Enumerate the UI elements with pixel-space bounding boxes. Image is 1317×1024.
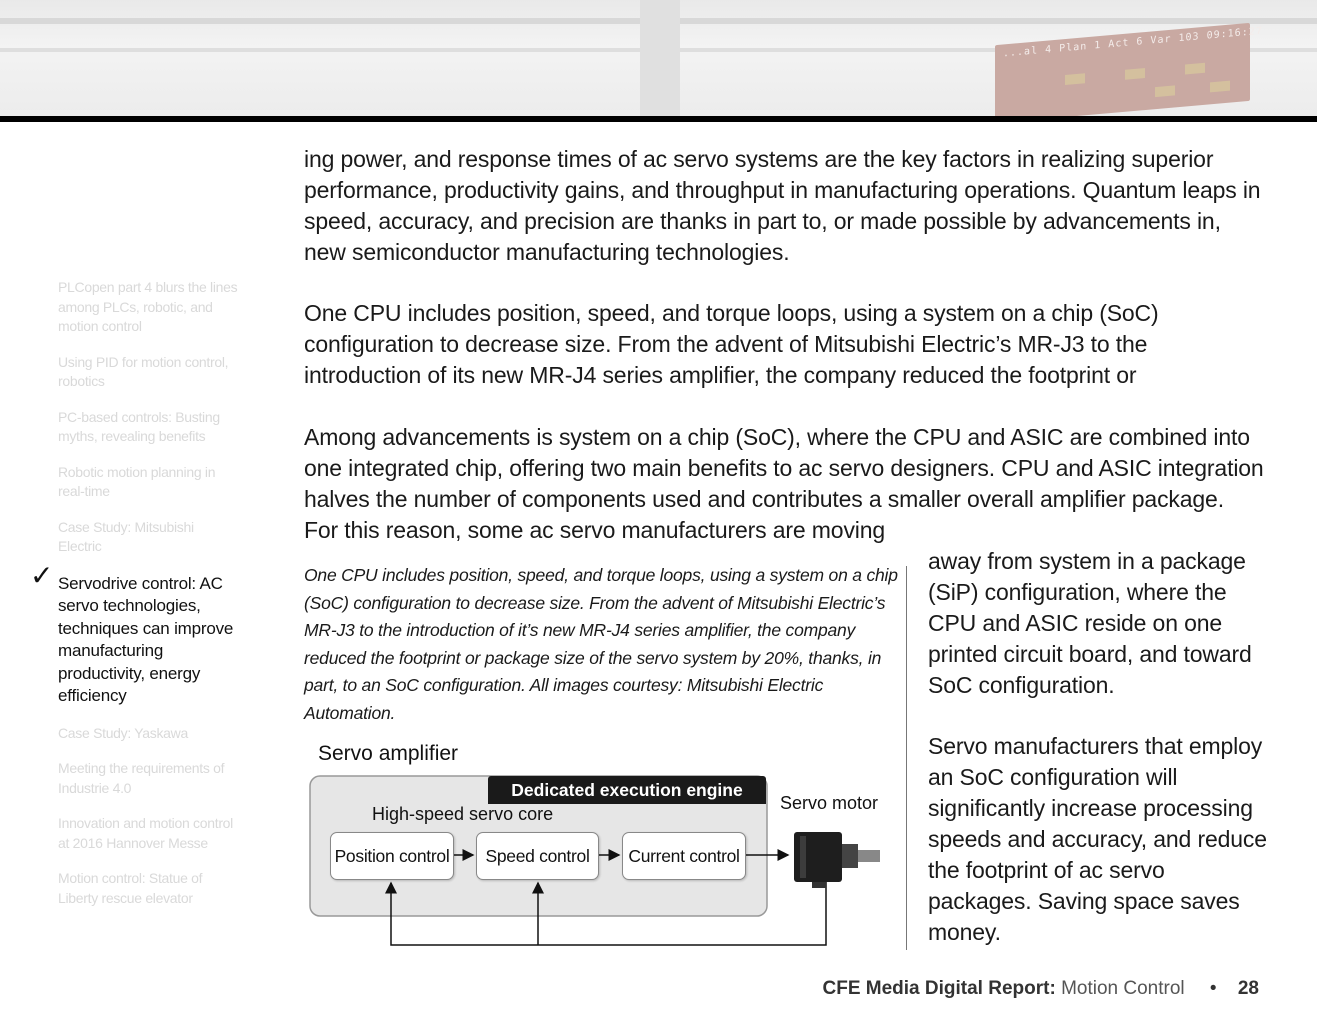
toc-item-robotic-motion[interactable]: Robotic motion planning in real-time [58, 463, 216, 499]
engine-label: Dedicated execution engine [488, 776, 766, 804]
toc-item-servodrive[interactable] [30, 558, 240, 708]
toc-item-label: Servodrive control: AC servo technologies, techniques can improve manufacturing productivity, energy efficiency [58, 573, 234, 705]
toc-item-statue-of-liberty[interactable]: Motion control: Statue of Liberty rescue elevator [58, 870, 203, 906]
servo-amplifier-diagram [308, 740, 888, 952]
article-paragraph: One CPU includes position, speed, and torque loops, using a system on a chip (SoC) configuration to decrease size. From the advent of Mitsubishi Electric’s MR-J3 to the introduction of its new MR-J4 series amplifier, the company reduced the footprint or [304, 300, 1159, 388]
speed-control-box: Speed control [476, 832, 599, 880]
article-paragraph-continued: away from system in a package (SiP) configuration, where the CPU and ASIC reside on one printed circuit board, and toward SoC configuration. [928, 548, 1252, 698]
current-control-box: Current control [622, 832, 746, 880]
article-paragraph: ing power, and response times of ac servo systems are the key factors in realizing superior performance, productivity gains, and throughput in manufacturing operations. Quantum leaps in speed, accuracy, and precision are thanks in part to, or made possible by advancements in, new semiconductor manufacturing technologies. [304, 146, 1261, 265]
sign-cell [1185, 63, 1205, 75]
toc-item-industrie[interactable]: Meeting the requirements of Industrie 4.0 [58, 760, 225, 796]
toc-item-hannover[interactable]: Innovation and motion control at 2016 Hannover Messe [58, 815, 233, 851]
column-divider [906, 566, 907, 950]
toc-item-pc-based[interactable]: PC-based controls: Busting myths, revealing benefits [58, 408, 220, 444]
sign-text: ...al 4 Plan 1 Act 6 Var 103 09:16:27 [1003, 25, 1263, 60]
footer-brand: CFE Media Digital Report: [822, 978, 1056, 999]
article-paragraph: Among advancements is system on a chip (SoC), where the CPU and ASIC are combined into one integrated chip, offering two main benefits to ac servo designers. CPU and ASIC integration halves the number of components used and contributes a smaller overall amplifier package. For this reason, some ac servo manufacturers are moving [304, 424, 1264, 543]
footer-section: Motion Control [1061, 978, 1185, 999]
ceiling-column [640, 0, 680, 116]
figure-caption: One CPU includes position, speed, and torque loops, using a system on a chip (SoC) configuration to decrease size. From the advent of Mitsubishi Electric’s MR-J3 to the introduction of it’s new MR-J4 series amplifier, the company reduced the footprint or package size of the servo system by 20%, thanks, in part, to an SoC configuration. All images courtesy: Mitsubishi Electric Automation. [304, 565, 898, 723]
checkmark-icon: ✓ [30, 558, 54, 592]
toc-item-pid[interactable]: Using PID for motion control, robotics [58, 353, 229, 389]
diagram-title: Servo amplifier [318, 742, 459, 765]
toc-item-plcopen[interactable]: PLCopen part 4 blurs the lines among PLCs, robotic, and motion control [58, 279, 238, 334]
header-rule [0, 116, 1317, 122]
servo-motor-icon [794, 832, 880, 888]
page-number: 28 [1237, 978, 1259, 999]
core-label: High-speed servo core [372, 804, 554, 824]
toc-item-case-yaskawa[interactable]: Case Study: Yaskawa [58, 724, 188, 741]
sign-cell [1155, 85, 1175, 97]
footer-bullet: • [1209, 978, 1217, 999]
page-footer [823, 978, 1260, 1000]
sidebar-toc [30, 278, 240, 924]
sign-cell [1125, 68, 1145, 80]
factory-display-sign [995, 23, 1263, 116]
sign-cell [1065, 73, 1085, 85]
sign-cell [1210, 81, 1230, 93]
toc-item-case-mitsubishi[interactable]: Case Study: Mitsubishi Electric [58, 518, 194, 554]
article-paragraph: Servo manufacturers that employ an SoC configuration will significantly increase processing speeds and accuracy, and reduce the footprint of ac servo packages. Saving space saves money. [928, 733, 1267, 945]
position-control-box: Position control [330, 832, 454, 880]
motor-label: Servo motor [780, 793, 879, 813]
header-banner-image [0, 0, 1317, 116]
